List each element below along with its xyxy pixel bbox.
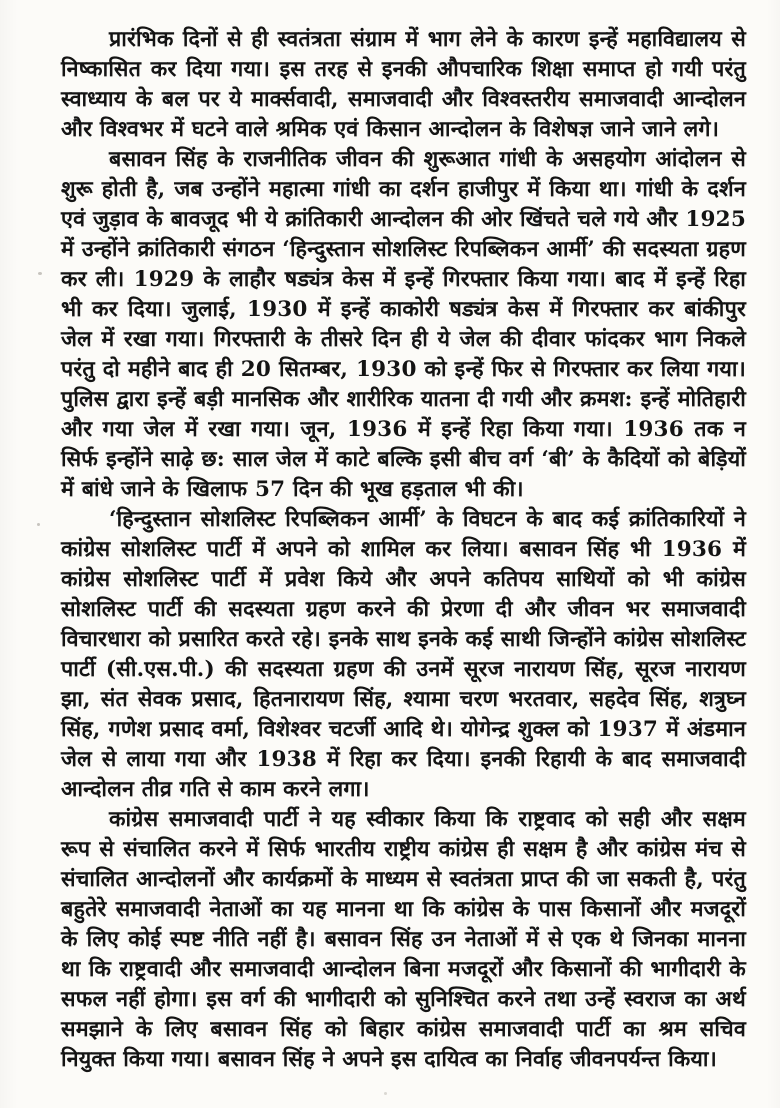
paragraph-congress-socialist-party-members: ‘हिन्दुस्तान सोशलिस्ट रिपब्लिकन आर्मी’ के विघटन के बाद कई क्रांतिकारियों ने कांग्रेस सोशलिस्ट पार्टी में अपने को शामिल कर लिया। बसावन सिंह भी 1936 में कांग्रेस सोशलिस्ट पार्टी में प्रवेश किये और अपने कतिपय साथियों को भी कांग्रेस सोशलिस्ट पार्टी की सदस्यता ग्रहण करने की प्रेरणा दी और जीवन भर समाजवादी विचारधारा को प्रसारित करते रहे। इनके साथ इनके कई साथी जिन्होंने कांग्रेस सोशलिस्ट पार्टी (सी.एस.पी.) की सदस्यता ग्रहण की उनमें सूरज नारायण सिंह, सूरज नारायण झा, संत सेवक प्रसाद, हितनारायण सिंह, श्यामा चरण भरतवार, सहदेव सिंह, शत्रुघ्न सिंह, गणेश प्रसाद वर्मा, विशेश्वर चटर्जी आदि थे। योगेन्द्र शुक्ल को 1937 में अंडमान जेल से लाया गया और 1938 में रिहा कर दिया। इनकी रिहायी के बाद समाजवादी आन्दोलन तीव्र गति से काम करने लगा।	[61, 507, 746, 802]
paragraph-csp-labour-secretary: कांग्रेस समाजवादी पार्टी ने यह स्वीकार किया कि राष्ट्रवाद को सही और सक्षम रूप से संचालित करने में सिर्फ भारतीय राष्ट्रीय कांग्रेस ही सक्षम है और कांग्रेस मंच से संचालित आन्दोलनों और कार्यक्रमों के माध्यम से स्वतंत्रता प्राप्त की जा सकती है, परंतु बहुतेरे समाजवादी नेताओं का यह मानना था कि कांग्रेस के पास किसानों और मजदूरों के लिए कोई स्पष्ट नीति नहीं है। बसावन सिंह उन नेताओं में से एक थे जिनका मानना था कि राष्ट्रवादी और समाजवादी आन्दोलन बिना मजदूरों और किसानों की भागीदारी के सफल नहीं होगा। इस वर्ग की भागीदारी को सुनिश्चित करने तथा उन्हें स्वराज का अर्थ समझाने के लिए बसावन सिंह को बिहार कांग्रेस समाजवादी पार्टी का श्रम सचिव नियुक्त किया गया। बसावन सिंह ने अपने इस दायित्व का निर्वाह जीवनपर्यन्त किया।	[61, 807, 746, 1072]
scan-speck	[38, 272, 42, 275]
paragraph-political-beginning-hsra-arrests: बसावन सिंह के राजनीतिक जीवन की शुरूआत गांधी के असहयोग आंदोलन से शुरू होती है, जब उन्होंने महात्मा गांधी का दर्शन हाजीपुर में किया था। गांधी के दर्शन एवं जुड़ाव के बावजूद भी ये क्रांतिकारी आन्दोलन की ओर खिंचते चले गये और 1925 में उन्होंने क्रांतिकारी संगठन ‘हिन्दुस्तान सोशलिस्ट रिपब्लिकन आर्मी’ की सदस्यता ग्रहण कर ली। 1929 के लाहौर षड्यंत्र केस में इन्हें गिरफ्तार किया गया। बाद में इन्हें रिहा भी कर दिया। जुलाई, 1930 में इन्हें काकोरी षड्यंत्र केस में गिरफ्तार कर बांकीपुर जेल में रखा गया। गिरफ्तारी के तीसरे दिन ही ये जेल की दीवार फांदकर भाग निकले परंतु दो महीने बाद ही 20 सितम्बर, 1930 को इन्हें फिर से गिरफ्तार कर लिया गया। पुलिस द्वारा इन्हें बड़ी मानसिक और शारीरिक यातना दी गयी और क्रमश: इन्हें मोतिहारी और गया जेल में रखा गया। जून, 1936 में इन्हें रिहा किया गया। 1936 तक न सिर्फ इन्होंने साढ़े छ: साल जेल में काटे बल्कि इसी बीच वर्ग ‘बी’ के कैदियों को बेड़ियों में बांधे जाने के खिलाफ 57 दिन की भूख हड़ताल भी की।	[61, 147, 746, 502]
scan-speck	[37, 523, 40, 526]
paragraph-expulsion-and-self-study: प्रारंभिक दिनों से ही स्वतंत्रता संग्राम में भाग लेने के कारण इन्हें महाविद्यालय से निष्कासित कर दिया गया। इस तरह से इनकी औपचारिक शिक्षा समाप्त हो गयी परंतु स्वाध्याय के बल पर ये मार्क्सवादी, समाजवादी और विश्वस्तरीय समाजवादी आन्दोलन और विश्वभर में घटने वाले श्रमिक एवं किसान आन्दोलन के विशेषज्ञ जाने जाने लगे।	[61, 27, 746, 142]
scan-speck	[384, 1092, 387, 1095]
